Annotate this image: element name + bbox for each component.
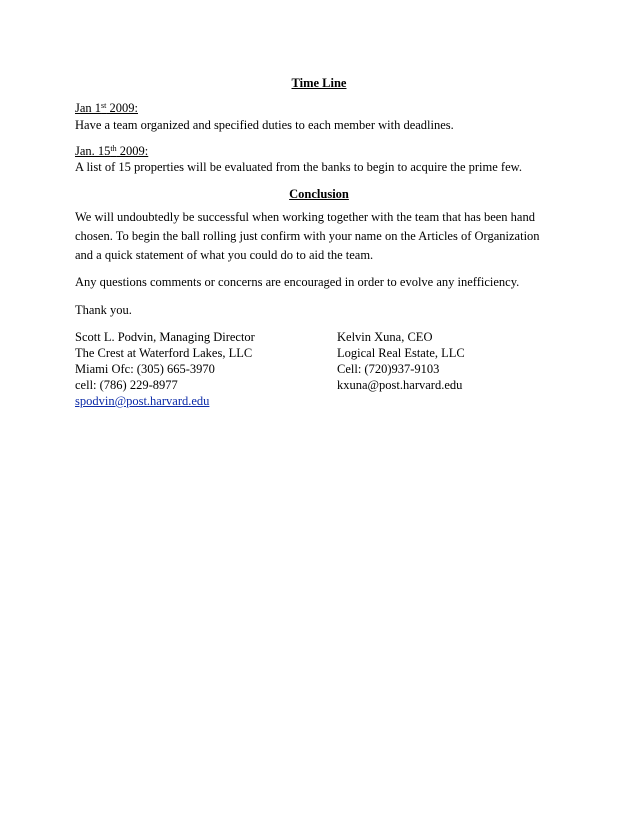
left-signer-email-link[interactable]: spodvin@post.harvard.edu (75, 394, 210, 408)
right-signer-cell: Cell: (720)937-9103 (337, 362, 440, 376)
left-signer-company: The Crest at Waterford Lakes, LLC (75, 346, 253, 360)
questions-text: Any questions comments or concerns are encouraged in order to evolve any inefficiency. (75, 275, 520, 289)
thanks-text: Thank you. (75, 303, 132, 317)
right-signer-email: kxuna@post.harvard.edu (337, 378, 463, 392)
left-signer-office: Miami Ofc: (305) 665-3970 (75, 362, 215, 376)
right-signer-company: Logical Real Estate, LLC (337, 346, 465, 360)
conclusion-line: chosen. To begin the ball rolling just confirm with your name on the Articles of Organization (75, 229, 540, 243)
left-signer-name: Scott L. Podvin, Managing Director (75, 330, 255, 344)
timeline-entry1-date: Jan 1st 2009: (75, 101, 138, 115)
timeline-heading: Time Line (291, 76, 347, 90)
timeline-entry2-date: Jan. 15th 2009: (75, 144, 149, 158)
conclusion-line: We will undoubtedly be successful when working together with the team that has been hand (75, 210, 535, 224)
right-signer-name: Kelvin Xuna, CEO (337, 330, 433, 344)
conclusion-heading: Conclusion (289, 187, 349, 201)
conclusion-paragraph (75, 208, 555, 265)
conclusion-line: and a quick statement of what you could do to aid the team. (75, 248, 374, 262)
timeline-entry2-text: A list of 15 properties will be evaluated from the banks to begin to acquire the prime few. (75, 160, 522, 174)
timeline-entry1-text: Have a team organized and specified duties to each member with deadlines. (75, 118, 454, 132)
left-signer-cell: cell: (786) 229-8977 (75, 378, 178, 392)
